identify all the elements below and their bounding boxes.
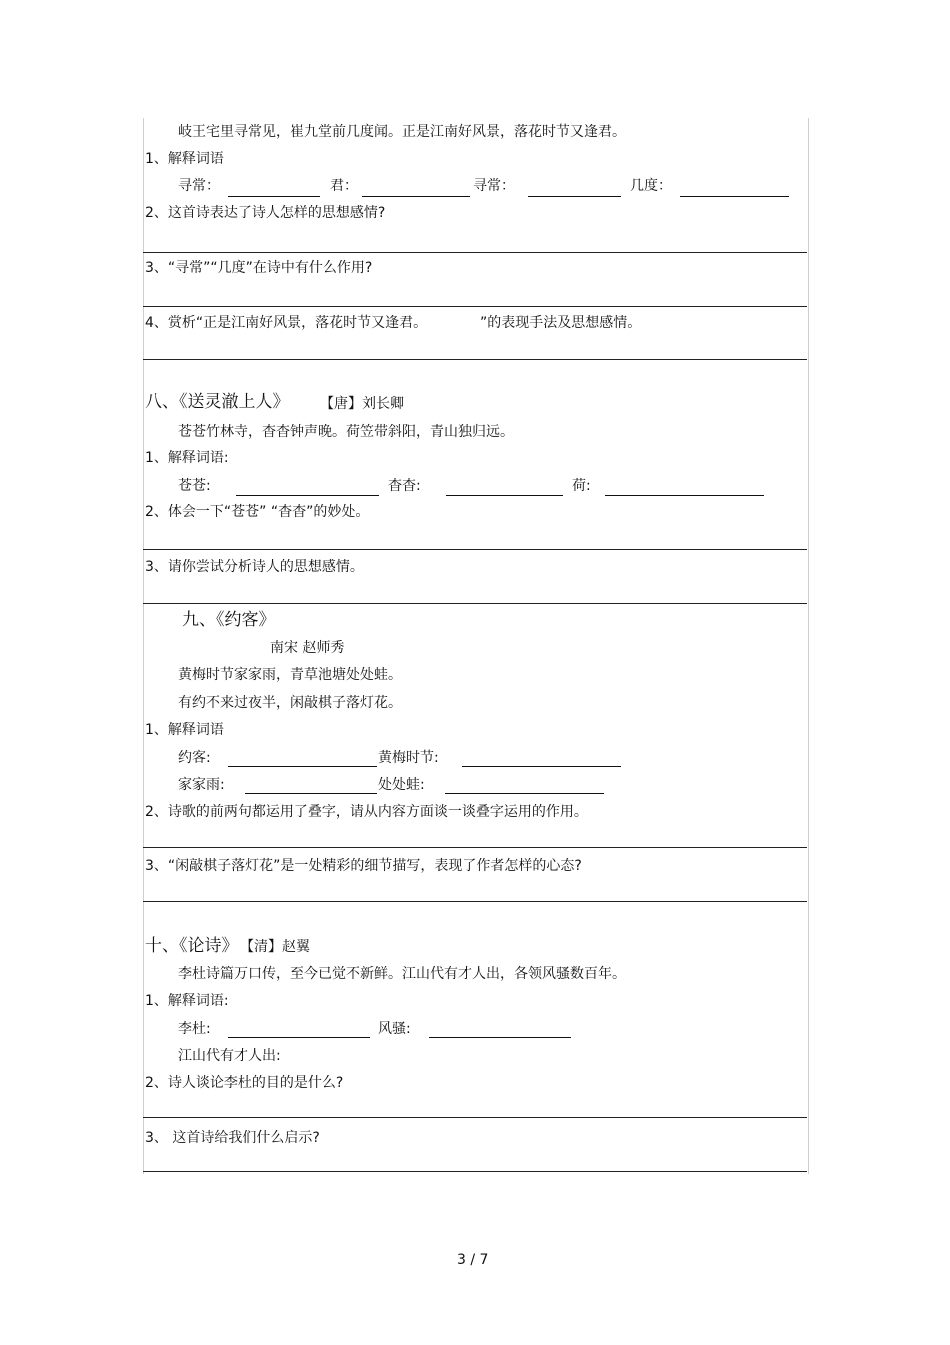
answer-blank[interactable] xyxy=(445,793,604,794)
answer-line[interactable] xyxy=(143,359,807,360)
poem8-q1: 1、解释词语: xyxy=(145,450,229,466)
poem9-line1: 黄梅时节家家雨，青草池塘处处蛙。 xyxy=(178,667,402,683)
poem8-author: 【唐】刘长卿 xyxy=(320,396,404,412)
poem9-author: 南宋 赵师秀 xyxy=(270,640,345,656)
poem10-q2: 2、诗人谈论李杜的目的是什么? xyxy=(145,1075,344,1091)
poem10-heading: 十、《论诗》 xyxy=(145,936,239,956)
poem7-q2: 2、这首诗表达了诗人怎样的思想感情? xyxy=(145,205,386,221)
poem8-q3: 3、请你尝试分析诗人的思想感情。 xyxy=(145,559,364,575)
answer-line[interactable] xyxy=(143,603,807,604)
poem8-heading: 八、《送灵澈上人》 xyxy=(145,392,290,412)
poem10-term-1: 李杜: xyxy=(178,1021,211,1037)
poem10-term-3: 江山代有才人出: xyxy=(178,1048,281,1064)
poem7-q4-part1: 4、赏析“正是江南好风景，落花时节又逢君。 xyxy=(145,315,428,331)
poem10-q1: 1、解释词语: xyxy=(145,993,229,1009)
poem10-term-2: 风骚: xyxy=(378,1021,411,1037)
answer-line[interactable] xyxy=(143,252,807,253)
answer-line[interactable] xyxy=(143,901,807,902)
poem9-term-4: 处处蛙: xyxy=(378,777,425,793)
poem8-term-3: 荷: xyxy=(572,478,591,494)
poem9-q1: 1、解释词语 xyxy=(145,722,224,738)
answer-line[interactable] xyxy=(143,549,807,550)
answer-blank[interactable] xyxy=(245,793,377,794)
poem8-term-2: 杳杳: xyxy=(388,478,421,494)
poem9-q3: 3、“闲敲棋子落灯花”是一处精彩的细节描写，表现了作者怎样的心态? xyxy=(145,858,582,874)
page-number: 3 / 7 xyxy=(457,1252,489,1268)
poem9-term-3: 家家雨: xyxy=(178,777,225,793)
answer-line[interactable] xyxy=(143,847,807,848)
poem7-term-1: 寻常： xyxy=(178,178,220,194)
answer-blank[interactable] xyxy=(236,495,379,496)
poem8-text: 苍苍竹林寺，杳杳钟声晚。荷笠带斜阳，青山独归远。 xyxy=(178,424,514,440)
answer-line[interactable] xyxy=(143,1171,807,1172)
poem7-q1: 1、解释词语 xyxy=(145,151,224,167)
poem7-term-4: 几度： xyxy=(630,178,672,194)
answer-blank[interactable] xyxy=(680,196,789,197)
poem7-term-3: 寻常： xyxy=(473,178,515,194)
poem9-q2: 2、诗歌的前两句都运用了叠字，请从内容方面谈一谈叠字运用的作用。 xyxy=(145,804,588,820)
poem10-q3: 3、 这首诗给我们什么启示? xyxy=(145,1130,320,1146)
poem7-q4-part2: ”的表现手法及思想感情。 xyxy=(480,315,642,331)
poem9-term-1: 约客: xyxy=(178,750,211,766)
answer-blank[interactable] xyxy=(228,1037,370,1038)
answer-blank[interactable] xyxy=(446,495,563,496)
poem7-q3: 3、“寻常”“几度”在诗中有什么作用? xyxy=(145,260,373,276)
poem7-text: 岐王宅里寻常见，崔九堂前几度闻。正是江南好风景，落花时节又逢君。 xyxy=(178,124,626,140)
poem8-q2: 2、体会一下“苍苍” “杳杳”的妙处。 xyxy=(145,504,370,520)
poem8-term-1: 苍苍: xyxy=(178,478,211,494)
poem10-author: 【清】赵翼 xyxy=(240,939,310,955)
answer-blank[interactable] xyxy=(228,196,320,197)
answer-blank[interactable] xyxy=(228,766,377,767)
answer-line[interactable] xyxy=(143,306,807,307)
poem9-line2: 有约不来过夜半，闲敲棋子落灯花。 xyxy=(178,695,402,711)
poem9-heading: 九、《约客》 xyxy=(182,610,276,630)
answer-blank[interactable] xyxy=(605,495,764,496)
answer-blank[interactable] xyxy=(462,766,621,767)
answer-blank[interactable] xyxy=(362,196,470,197)
answer-blank[interactable] xyxy=(429,1037,571,1038)
poem10-text: 李杜诗篇万口传，至今已觉不新鲜。江山代有才人出，各领风骚数百年。 xyxy=(178,966,626,982)
answer-blank[interactable] xyxy=(528,196,621,197)
poem9-term-2: 黄梅时节: xyxy=(378,750,439,766)
poem7-term-2: 君： xyxy=(330,178,358,194)
answer-line[interactable] xyxy=(143,1117,807,1118)
